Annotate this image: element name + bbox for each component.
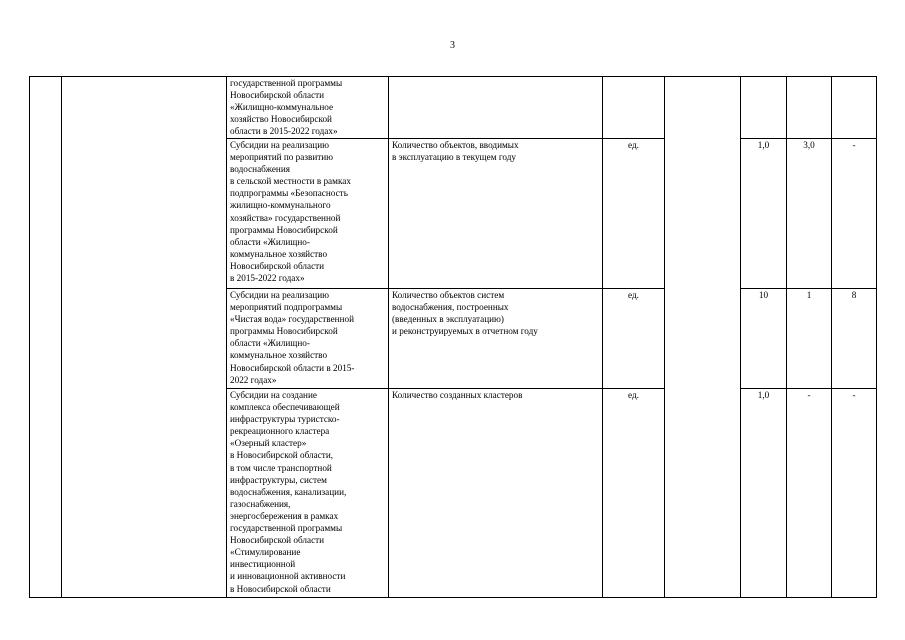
table-cell-indicator: Количество объектов, вводимых в эксплуатацию в текущем году [389, 139, 603, 289]
table-cell-value-3: - [832, 389, 877, 598]
table-cell-unit: ед. [603, 389, 665, 598]
table-cell-unit [603, 77, 665, 139]
page-number: 3 [450, 40, 455, 51]
table-cell-program [62, 77, 227, 598]
table-cell-indicator: Количество созданных кластеров [389, 389, 603, 598]
table-cell-event: Субсидии на создание комплекса обеспечивающей инфраструктуры туристско- рекреационного кластера «Озерный кластер» в Новосибирской области, в том числе транспортной инфраструктуры, систем водоснабжения, канализации, газоснабжения, энергосбережения в рамках государственной программы Новосибирской области «Стимулирование инвестиционной и инновационной активности в Новосибирской области [227, 389, 389, 598]
table-cell-event: Субсидии на реализацию мероприятий подпрограммы «Чистая вода» государственной программы Новосибирской области «Жилищно- коммунальное хозяйство Новосибирской области в 2015- 2022 годах» [227, 289, 389, 389]
table-cell-value-2 [787, 77, 832, 139]
table-cell-indicator: Количество объектов систем водоснабжения, построенных (введенных в эксплуатацию) и реконструируемых в отчетном году [389, 289, 603, 389]
table-cell-value-3: 8 [832, 289, 877, 389]
table-cell-value-2: 1 [787, 289, 832, 389]
table-cell-value-2: 3,0 [787, 139, 832, 289]
table-cell-value-1: 1,0 [741, 389, 787, 598]
table-cell-value-1 [741, 77, 787, 139]
table-cell-indicator [389, 77, 603, 139]
table-cell-value-3: - [832, 139, 877, 289]
table-cell-value-1: 1,0 [741, 139, 787, 289]
table-cell-empty [665, 77, 741, 598]
table-cell-number [30, 77, 62, 598]
indicators-table [29, 76, 877, 598]
table-cell-value-3 [832, 77, 877, 139]
table-cell-event: государственной программы Новосибирской области «Жилищно-коммунальное хозяйство Новосибирской области в 2015-2022 годах» [227, 77, 389, 139]
table-cell-event: Субсидии на реализацию мероприятий по развитию водоснабжения в сельской местности в рамках подпрограммы «Безопасность жилищно-коммунального хозяйства» государственной программы Новосибирской области «Жилищно- коммунальное хозяйство Новосибирской области в 2015-2022 годах» [227, 139, 389, 289]
table-row [30, 77, 877, 139]
table-cell-value-2: - [787, 389, 832, 598]
table-cell-unit: ед. [603, 289, 665, 389]
table-cell-unit: ед. [603, 139, 665, 289]
table-cell-value-1: 10 [741, 289, 787, 389]
